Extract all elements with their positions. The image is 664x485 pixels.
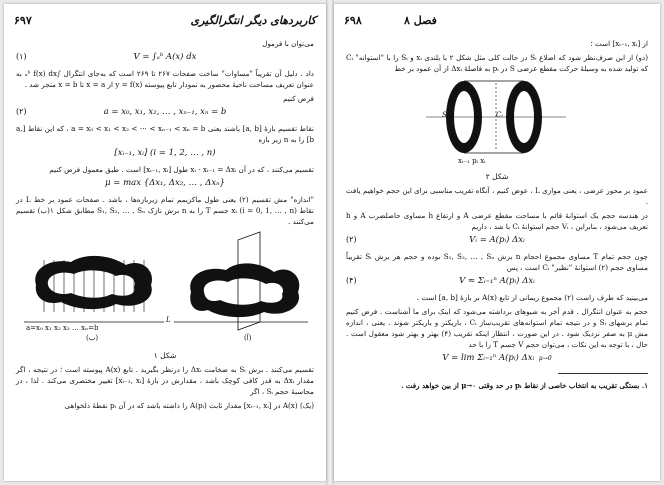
equation-4 <box>346 276 648 290</box>
equation-formula: [xᵢ₋₁, xᵢ] (i = 1, 2, … , n) <box>114 148 216 158</box>
figure-1 <box>16 230 314 348</box>
text-line: می‌توان با فرمول <box>262 39 314 48</box>
equation-formula: μ = max {Δx₁, Δx₂, … , Δxₙ} <box>105 178 225 188</box>
right-page-header <box>344 14 650 32</box>
equation-formula: Vᵢ = A(pᵢ) Δxᵢ <box>469 235 525 245</box>
footnote-divider <box>558 373 648 374</box>
equation-formula: V = ∫ₐᵇ A(x) dx <box>133 52 197 62</box>
page-number: ۶۹۷ <box>14 14 32 27</box>
equation-2 <box>16 107 314 121</box>
paragraph: (یک) A(x) در [xᵢ₋₁, xᵢ] مقدار ثابت A(pᵢ) را داشته باشد که در آن pᵢ نقطهٔ دلخواهی <box>64 401 314 410</box>
paragraph: تقسیم می‌کنند . برش Sᵢ به ضخامت Δxᵢ را درنظر بگیرید . تابع A(x) پیوسته است ؛ در نتیجه ، اگر مقدار Δxᵢ به قدر کافی کوچک باشد ، مقدارش در بازهٔ [xᵢ₋₁, xᵢ] تغییر مختصری می‌کند . لذا ، در محاسبهٔ حجم Sᵢ ، اگر <box>16 365 314 396</box>
subfigure-label-b: (ب) <box>86 334 99 342</box>
axis-label: L <box>166 316 171 324</box>
equation-formula: V ≈ Σᵢ₌₁ⁿ A(pᵢ) Δxᵢ <box>459 276 535 286</box>
figure-2 <box>346 77 648 169</box>
paragraph: چون حجم تمام T مساوی مجموع احجام n برش S₁, S₂, … , Sₙ بوده و حجم هر برش Sᵢ تقریباً مساوی حجم (۲) استوانهٔ "نظیر" Cᵢ است ، پس <box>346 252 648 272</box>
figure-1-drawing <box>16 230 314 338</box>
equation-3 <box>346 235 648 249</box>
equation-formula: a = x₀, x₁, x₂, … , xₙ₋₁, xₙ = b <box>103 107 227 117</box>
subfigure-label-a: (آ) <box>244 334 252 342</box>
page-number: ۶۹۸ <box>344 14 362 27</box>
equation-1 <box>16 52 314 66</box>
figure-caption: شکل ۱ <box>153 351 177 360</box>
equation-3 <box>16 148 314 162</box>
book-gutter <box>326 0 334 485</box>
footnote: ۱. بستگی تقریب به انتخاب خاصی از نقاط pᵢ در حد وقتی μ→۰ از بین خواهد رفت . <box>401 381 648 390</box>
equation-4 <box>16 178 314 192</box>
left-page-header <box>14 14 316 32</box>
text-line: از [xᵢ₋₁, xᵢ] است ؛ <box>590 39 648 48</box>
paragraph: تقسیم می‌کنند ، که در آن xᵢ - xᵢ₋₁ = Δxᵢ طول [xᵢ₋₁, xᵢ] است . طبق معمول فرض کنیم <box>49 165 314 174</box>
equation-number: (۴) <box>346 276 357 285</box>
running-title: کاربردهای دیگر انتگرالگیری <box>190 14 316 27</box>
paragraph: (دو) از این صرف‌نظر شود که اضلاع Sᵢ در حالت کلی مثل شکل ۲ با بلندی xᵢ و Sᵢ را با "استوانه" Cᵢ که تولید شده به وسیلهٔ حرکت مقطع عرضی S در pᵢ به فاصلهٔ Δxᵢ از آن عمود بر خط <box>346 53 649 73</box>
right-page <box>334 4 660 481</box>
paragraph: در هندسه حجم یک استوانهٔ قائم با مساحت مقطع عرضی A و ارتفاع h مساوی حاصلضرب A و h تعریف می‌شود ، بنابراین ، Vᵢ حجم استوانهٔ Cᵢ با شد ، داریم <box>346 211 649 231</box>
left-page-body <box>16 38 314 475</box>
right-page-body <box>346 38 648 475</box>
paragraph: حجم به عنوان انتگرال . قدم آخر به شیوهای برداشته می‌شود که اینک برای ما آشناست . فرض کنیم تمام برشهای Sᵢ و در نتیجه تمام استوانه‌های تقریب‌ساز Cᵢ ، باریکتر و باریکتر شوند . یعنی ، اندازه مش μ به صفر نزدیک شود . در این صورت ، انتظار اینکه تقریب (۴) بهتر و بهتر شود معقول است . حال ، با توجه به این نکات ، می‌توان حجم V جسم T را با حد <box>346 307 648 349</box>
axis-ticks: xᵢ₋₁ pᵢ xᵢ <box>458 157 486 165</box>
left-page <box>4 4 326 481</box>
text-line: فرض کنیم <box>283 94 314 103</box>
limit-subscript: μ→0 <box>538 355 552 362</box>
equation-number: (۲) <box>346 235 357 244</box>
figure-caption: شکل ۲ <box>485 172 509 181</box>
slice-label: Sᵢ <box>442 111 449 119</box>
chapter-label: فصل ۸ <box>404 14 437 27</box>
paragraph: داد . دلیل آن تقریباً "مساوات" ساخت صفحات ۲۶۷ تا ۲۶۹ است که به‌جای انتگرال ∫ₐᵇ f(x) dx به عنوان تعریف مساحت ناحیهٔ محصور به نمودار تابع پیوسته y = f(x) از x = a تا x = b منجر شد . <box>16 69 315 89</box>
cylinder-label: Cᵢ <box>496 111 503 119</box>
axis-ticks: a=x₀ x₁ x₂ x₃ … xₙ=b <box>26 324 99 332</box>
paragraph: می‌بینید که طرف راست (۲) مجموع ریمانی از تابع A(x) بر بازهٔ [a, b] است . <box>416 293 648 302</box>
paragraph: عمود بر محور عرضی ، یعنی موازی L ، عوض کنیم ، آنگاه تقریب مناسبی برای این حجم خواهیم یافت . <box>346 186 648 206</box>
equation-number: (۲) <box>16 107 27 116</box>
equation-formula: V = lim Σᵢ₌₁ⁿ A(pᵢ) Δxᵢ <box>442 353 535 363</box>
paragraph: "اندازه" مش تقسیم (۲) یعنی طول ماکزیمم تمام زیربازه‌ها ، باشد . صفحات عمود بر خط L در نقاط xᵢ (i = 0, 1, … , n) جسم T را به n برش نازک S₁, S₂, … , Sₙ مطابق شکل ۱(ب) تقسیم می‌کنند . <box>16 195 314 226</box>
figure-2-drawing <box>346 77 648 161</box>
equation-number: (۱) <box>16 52 27 61</box>
paragraph: نقاط تقسیم بازهٔ [a, b] باشند یعنی a = x₀ < x₁ < x₂ < ⋯ < xₙ₋₁ < xₙ = b ، که این نقاط [a, b] را به n زیر بازه <box>16 124 314 144</box>
body-with-plane-illustration <box>174 232 308 330</box>
sliced-body-illustration <box>24 256 164 322</box>
equation-5 <box>346 353 648 369</box>
